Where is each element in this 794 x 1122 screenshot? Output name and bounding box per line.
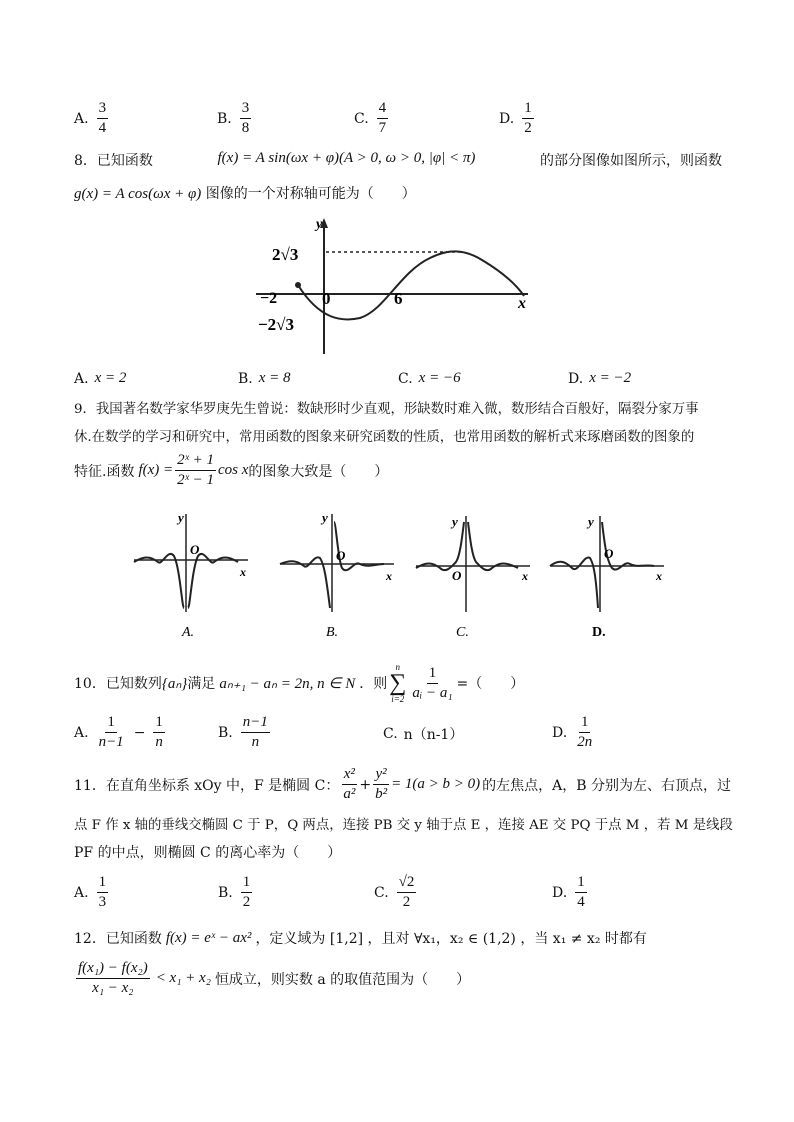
fraction: $\frac{4}{7}$ [378, 100, 387, 136]
q11-option-b: B. $\frac{1}{2}$ [218, 874, 251, 910]
q9-stem-line3: 特征.函数 f(x) = $\frac{\text{2ˣ + 1}}{\text{2ˣ − 1}}$ cos x 的图象大致是（ ） [74, 452, 389, 488]
q7-option-d: D. $\frac{1}{2}$ [499, 100, 532, 136]
fraction: $\frac{\text{y²}}{\text{b²}}$ [375, 766, 388, 802]
q10-option-c: C. n（n-1） [383, 726, 464, 743]
q11-option-a: A. $\frac{1}{3}$ [74, 874, 107, 910]
q7-option-b: B. $\frac{3}{8}$ [217, 100, 250, 136]
svg-text:y: y [588, 514, 594, 529]
neg-two-label: −2 [260, 290, 278, 307]
q11-option-c: C. $\frac{√2}{2}$ [374, 874, 415, 910]
q8-stem-line1: 8．已知函数 f(x) = A sin(ωx + φ)(A > 0, ω > 0, |φ| < π) 的部分图像如图所示，则函数 [74, 150, 722, 169]
q7-option-a: A. $\frac{3}{4}$ [74, 100, 107, 136]
q8-option-c: C. x = −6 [398, 370, 461, 387]
q9-stem-line2: 休.在数学的学习和研究中，常用函数的图象来研究函数的性质，也常用函数的解析式来琢磨函数的图象的 [74, 430, 695, 445]
q12-stem-line1: 12．已知函数 f(x) = eˣ − ax² ，定义域为 [1,2] ，且对 ∀x₁，x₂ ∈ (1,2) ，当 x₁ ≠ x₂ 时都有 [74, 929, 647, 947]
fraction: $\frac{1}{2}$ [242, 874, 251, 910]
fraction: $\frac{3}{4}$ [98, 100, 107, 136]
svg-text:x: x [240, 565, 246, 579]
fraction: $\frac{1}{3}$ [98, 874, 107, 910]
q11-stem-line1: 11．在直角坐标系 xOy 中，F 是椭圆 C： $\frac{\text{x²}}{\text{a²}}$ + $\frac{\text{y²}}{\text{b²}}$ = 1(a > b > 0) 的左焦点，A，B 分别为左、右顶点，过 [74, 766, 732, 802]
svg-text:O: O [452, 568, 462, 583]
graph-caption: C. [456, 625, 469, 640]
sine-curve [298, 251, 524, 319]
q11-stem-line3: PF 的中点，则椭圆 C 的离心率为（ ） [74, 845, 342, 861]
q9-graph-a [130, 508, 255, 648]
q8-graph [250, 212, 540, 360]
svg-text:O: O [190, 542, 200, 557]
six-label: 6 [394, 289, 403, 308]
summation: n ∑ i=2 [389, 662, 407, 704]
fraction: $\frac{√2}{2}$ [398, 874, 415, 910]
graph-caption: D. [592, 625, 606, 640]
q9-graph-c [412, 508, 537, 648]
fraction: $\frac{1}{4}$ [577, 874, 585, 910]
fraction: $\frac{1}{n-1}$ [98, 714, 124, 750]
svg-text:O: O [604, 546, 614, 561]
q8-stem-line2: g(x) = A cos(ωx + φ) 图像的一个对称轴可能为（ ） [74, 186, 416, 202]
svg-text:x: x [522, 569, 528, 583]
q12-stem-line2: $\frac{\text{f(x₁) − f(x₂)}}{\text{x₁ − x₂}}$ < x₁ + x₂ 恒成立，则实数 a 的取值范围为（ ） [78, 960, 471, 996]
svg-text:y: y [452, 514, 458, 529]
fraction: $\frac{3}{8}$ [241, 100, 250, 136]
origin-label: 0 [322, 289, 331, 308]
fraction: $\frac{\text{x²}}{\text{a²}}$ [343, 766, 356, 802]
max-label: 2√3 [272, 245, 299, 264]
graph-caption: A. [182, 625, 195, 640]
fraction: $\frac{1}{n}$ [155, 714, 163, 750]
svg-text:y: y [178, 510, 184, 525]
q7-option-c: C. $\frac{4}{7}$ [354, 100, 387, 136]
graph-caption: B. [326, 625, 339, 640]
svg-text:x: x [656, 569, 662, 583]
fraction: $\frac{1}{2}$ [524, 100, 532, 136]
q9-stem-line1: 9．我国著名数学家华罗庚先生曾说：数缺形时少直观，形缺数时难入微，数形结合百般好，隔裂分家万事 [74, 402, 699, 417]
min-label: −2√3 [258, 315, 295, 334]
q8-option-d: D. x = −2 [568, 370, 632, 387]
fraction: $\frac{\text{f(x₁) − f(x₂)}}{\text{x₁ − x₂}}$ [78, 960, 148, 996]
q10-option-d: D. $\frac{1}{2n}$ [552, 714, 593, 750]
svg-text:y: y [322, 510, 328, 525]
y-label: y [316, 217, 323, 232]
svg-text:O: O [336, 548, 346, 563]
fraction: $\frac{\text{2ˣ + 1}}{\text{2ˣ − 1}}$ [177, 452, 214, 488]
fraction: $\frac{n-1}{n}$ [242, 714, 268, 750]
fraction: $\frac{1}{\text{aᵢ − a₁}}$ [412, 664, 453, 701]
q10-option-a: A. $\frac{1}{n-1}$ − $\frac{1}{n}$ [74, 714, 163, 750]
svg-text:x: x [386, 569, 392, 583]
q11-option-d: D. $\frac{1}{4}$ [552, 874, 585, 910]
q9-graph-b [276, 508, 401, 648]
fraction: $\frac{1}{2n}$ [577, 714, 593, 750]
q9-graph-d [546, 508, 671, 648]
q8-option-a: A. x = 2 [74, 370, 127, 387]
start-point [295, 282, 301, 288]
q10-stem: 10．已知数列 {aₙ} 满足 aₙ₊₁ − aₙ = 2n, n ∈ N ．则 n ∑ i=2 $\frac{1}{\text{aᵢ − a₁}}$ =（ ） [74, 662, 525, 704]
x-label: x [518, 295, 526, 312]
q11-stem-line2: 点 F 作 x 轴的垂线交椭圆 C 于 P，Q 两点，连接 PB 交 y 轴于点 E ，连接 AE 交 PQ 于点 M ，若 M 是线段 [74, 818, 733, 833]
q8-option-b: B. x = 8 [238, 370, 291, 387]
q10-option-b: B. $\frac{n-1}{n}$ [218, 714, 268, 750]
